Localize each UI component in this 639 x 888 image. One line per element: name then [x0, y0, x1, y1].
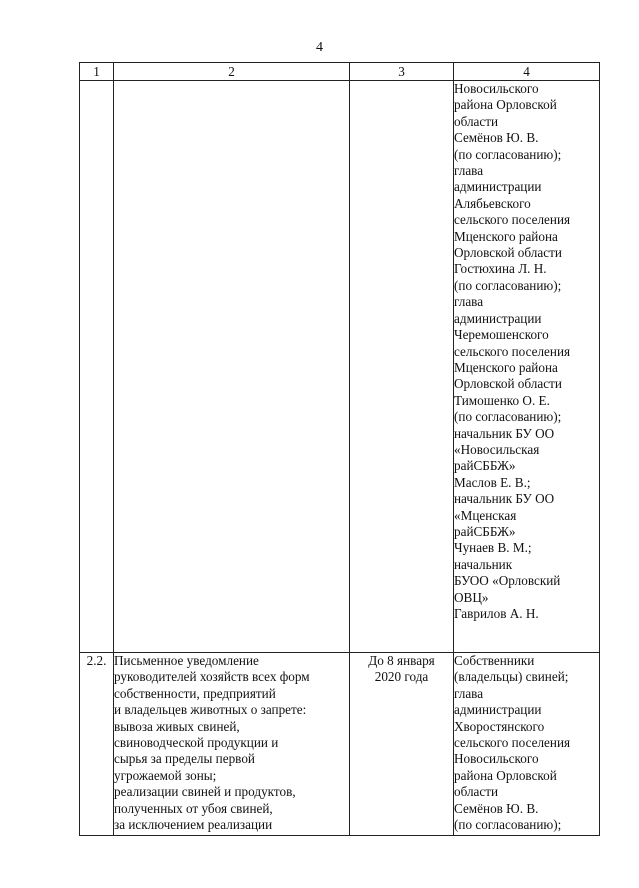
column-number-3: 3	[350, 63, 454, 81]
responsible-line: Орловской области	[454, 245, 562, 261]
table-row-2-2	[80, 653, 600, 836]
responsible-line: сельского поселения	[454, 212, 571, 228]
responsible-line: глава	[454, 685, 484, 701]
table-header-row	[80, 63, 600, 81]
measure-text-line: свиноводческой продукции и	[114, 735, 279, 751]
row-number-cell	[80, 81, 114, 653]
responsible-line: Мценского района	[454, 359, 558, 375]
responsible-cell	[454, 653, 600, 836]
responsible-line: Орловской области	[454, 376, 562, 392]
responsible-line: начальник БУ ОО	[454, 491, 555, 507]
measure-text-line: вывоза живых свиней,	[114, 718, 240, 734]
responsible-line: Новосильского	[454, 751, 539, 767]
responsible-line: Алябьевского	[454, 195, 531, 211]
measure-text-line: собственности, предприятий	[114, 685, 276, 701]
column-number-4: 4	[454, 63, 600, 81]
measure-text-line: и владельцев животных о запрете:	[114, 702, 307, 718]
responsible-line: Семёнов Ю. В.	[454, 800, 539, 816]
responsible-line: района Орловской	[454, 767, 557, 783]
deadline-cell	[350, 653, 454, 836]
responsible-line: «Новосильская	[454, 441, 540, 457]
responsible-line: сельского поселения	[454, 735, 571, 751]
measure-text-line: реализации свиней и продуктов,	[114, 784, 296, 800]
responsible-line: Мценского района	[454, 228, 558, 244]
responsible-line: администрации	[454, 702, 542, 718]
responsible-line: Чунаев В. М.;	[454, 540, 532, 556]
responsible-line: (по согласованию);	[454, 146, 562, 162]
responsible-line: (по согласованию);	[454, 817, 562, 833]
responsible-line: Собственники	[454, 653, 535, 668]
measure-text-cell	[114, 81, 350, 653]
deadline-cell	[350, 81, 454, 653]
responsible-line: области	[454, 113, 499, 129]
measure-text-line: сырья за пределы первой	[114, 751, 255, 767]
deadline-line: До 8 января	[368, 653, 435, 668]
column-number-1: 1	[80, 63, 114, 81]
responsible-line: Семёнов Ю. В.	[454, 130, 539, 146]
responsible-line: ОВЦ»	[454, 589, 489, 605]
responsible-line: Новосильского	[454, 81, 539, 96]
responsible-line: Гостюхина Л. Н.	[454, 261, 547, 277]
responsible-line: (по согласованию);	[454, 277, 562, 293]
measure-text-line: за исключением реализации	[114, 817, 273, 833]
measure-text-line: Письменное уведомление	[114, 653, 259, 668]
responsible-line: администрации	[454, 179, 542, 195]
responsible-line: Маслов Е. В.;	[454, 474, 531, 490]
responsible-line: глава	[454, 163, 484, 179]
responsible-line: БУОО «Орловский	[454, 573, 561, 589]
responsible-line: (по согласованию);	[454, 409, 562, 425]
row-number-cell: 2.2.	[80, 653, 114, 836]
plan-table	[79, 62, 600, 836]
responsible-line: глава	[454, 294, 484, 310]
responsible-line: области	[454, 784, 499, 800]
responsible-line: начальник БУ ОО	[454, 425, 555, 441]
responsible-line: Черемошенского	[454, 327, 549, 343]
deadline-line: 2020 года	[374, 669, 429, 685]
responsible-line: Хворостянского	[454, 718, 545, 734]
responsible-line: (владельцы) свиней;	[454, 669, 569, 685]
responsible-cell	[454, 81, 600, 653]
column-number-2: 2	[114, 63, 350, 81]
responsible-line: Гаврилов А. Н.	[454, 606, 539, 621]
responsible-line: начальник	[454, 556, 513, 572]
responsible-line: сельского поселения	[454, 343, 571, 359]
responsible-line: райСББЖ»	[454, 458, 516, 474]
responsible-line: райСББЖ»	[454, 523, 516, 539]
page-number: 4	[316, 40, 323, 55]
responsible-line: района Орловской	[454, 97, 557, 113]
responsible-line: «Мценская	[454, 507, 517, 523]
measure-text-line: угрожаемой зоны;	[114, 767, 217, 783]
measure-text-line: полученных от убоя свиней,	[114, 800, 273, 816]
responsible-line: администрации	[454, 310, 542, 326]
table-row-continued	[80, 81, 600, 653]
responsible-line: Тимошенко О. Е.	[454, 392, 550, 408]
measure-text-cell	[114, 653, 350, 836]
measure-text-line: руководителей хозяйств всех форм	[114, 669, 310, 685]
